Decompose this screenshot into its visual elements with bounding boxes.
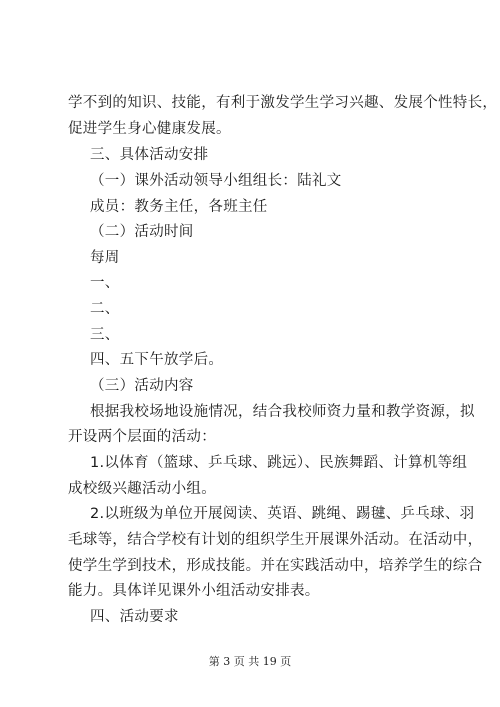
item-2-line-3: 使学生学到技术，形成技能。并在实践活动中，培养学生的综合 [68,558,483,574]
day-four-five-line: 四、五下午放学后。 [90,352,224,368]
day-two-line: 二、 [90,301,120,317]
item-1-line-2: 成校级兴趣活动小组。 [68,481,216,497]
body-line-2: 促进学生身心健康发展。 [68,121,231,137]
item-1-line-1: 1.以体育（篮球、乒乓球、跳远）、民族舞蹈、计算机等组 [90,455,468,471]
subheading-2: （二）活动时间 [90,224,194,240]
page-footer: 第 3 页 共 19 页 [208,655,292,668]
body-line-1: 学不到的知识、技能，有利于激发学生学习兴趣、发展个性特长， [68,95,498,111]
day-three-line: 三、 [90,327,120,343]
item-2-line-4: 能力。具体详见课外小组活动安排表。 [68,583,320,599]
content-intro-line-2: 开设两个层面的活动： [68,429,216,445]
subheading-1: （一）课外活动领导小组组长：陆礼文 [90,173,342,189]
section-heading-4: 四、活动要求 [90,609,179,625]
section-heading-3: 三、具体活动安排 [90,147,209,163]
item-2-line-2: 毛球等，结合学校有计划的组织学生开展课外活动。在活动中， [68,532,483,548]
members-line: 成员：教务主任，各班主任 [90,199,268,215]
content-intro-line-1: 根据我校场地设施情况，结合我校师资力量和教学资源，拟 [90,404,475,420]
subheading-3: （三）活动内容 [90,378,194,394]
day-one-line: 一、 [90,275,120,291]
item-2-line-1: 2.以班级为单位开展阅读、英语、跳绳、踢毽、乒乓球、羽 [90,506,475,522]
weekly-line: 每周 [90,250,120,266]
